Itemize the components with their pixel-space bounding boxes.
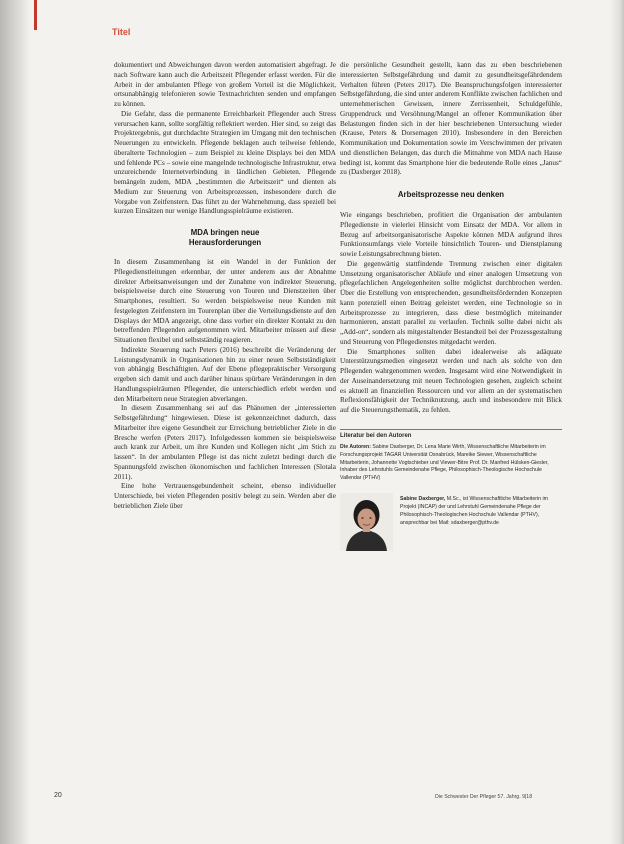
page-edge-shadow: [610, 0, 624, 844]
paragraph: Die Gefahr, dass die permanente Erreichbarkeit Pflegender auch Stress verursachen kann, sollte sorgfältig reflektiert werden. Hier sind, so zeigt das Projektergebnis, gut durchdachte Strategien im Umgang mit den technischen Neuerungen zu entwickeln. Pflegende beklagen auch teilweise fehlende, überalterte Technologien – zum Beispiel zu kleine Displays bei den MDA und fehlende PCs – sowie eine mangelnde technologische Infrastruktur, etwa unzureichende Internetverbindung in ländlichen Gebieten. Pflegende bemängeln zudem, MDA „bestimmten die Arbeitszeit“ und dienten als Medium zur Steuerung von Arbeitsprozessen, insbesondere durch die Vorgabe von Zeitfenstern. Das führt zu der Wahrnehmung, dass speziell bei kurzen Einsätzen nur wenige Handlungsspielräume existieren.: [114, 109, 336, 216]
paragraph: In diesem Zusammenhang ist ein Wandel in der Funktion der Pflegedienstleitungen erkennbar, der unter anderem aus der Abnahme direkter Arbeitsanweisungen und der Zunahme von indirekter Steuerung, beispielsweise durch eine Steuerung von Touren und Dienstzeiten über Smartphones, resultiert. So werden beispielsweise neue Kunden mit festgelegten Zeitfenstern im Tourenplan über die Verteilungsdienste auf den Displays der MDA angezeigt, ohne dass vorher ein direkter Kontakt zu den betreffenden Pflegenden aufgenommen wird. Mitarbeiter müssen auf diese Situationen flexibel und selbstständig reagieren.: [114, 258, 336, 344]
literature-note: Literatur bei den Autoren: [340, 432, 412, 439]
paragraph: Die Smartphones sollten dabei idealerweise als adäquate Unterstützungsmedien eingesetzt werden und nach als solche von den Pflegenden wahrgenommen werden. Insgesamt wird eine Notwendigkeit in der Auseinandersetzung mit neuen Technologien gesehen, zugleich scheint es aktuell an finanziellen Ressourcen und vor allem an der systematischen Reflexionsfähigkeit der Techniknutzung, auch und insbesondere mit Blick auf die Steuerungsthematik, zu fehlen.: [340, 347, 562, 414]
authors-note: [340, 444, 562, 484]
page-spine-shadow: [0, 0, 30, 844]
paragraph: In diesem Zusammenhang sei auf das Phänomen der „interessierten Selbstgefährdung“ hingewiesen. Diese ist gekennzeichnet dadurch, dass Mitarbeiter ihre eigene Gesundheit zur Erreichung betrieblicher Ziele in die Bresche werfen (Peters 2017). Infolgedessen kommen sie beispielsweise auch krank zur Arbeit, um ihre Kunden und Kollegen nicht „im Stich zu lassen“. In der ambulanten Pflege ist das nicht zuletzt bedingt durch die Spannungsfeld zwischen ökonomischen und fachlichen Interessen (Slotala 2011).: [114, 404, 336, 481]
author-photo: [340, 493, 393, 551]
paragraph: dokumentiert und Abweichungen davon werden automatisiert abgefragt. Je nach Software kann auch die Arbeitszeit Pflegender erfasst werden. Für die Arbeit in der ambulanten Pflege von großem Vorteil ist die Möglichkeit, ortsunabhängig telefonieren sowie Textnachrichten senden und empfangen zu können.: [114, 61, 336, 108]
author-name: Sabine Daxberger,: [400, 496, 446, 503]
authors-label: Die Autoren:: [340, 443, 371, 450]
author-bio: [340, 493, 562, 551]
red-ribbon-marker: [34, 0, 37, 30]
page-number: 20: [54, 792, 62, 799]
portrait-image: [340, 493, 393, 551]
section-heading: MDA bringen neue Herausforderungen: [188, 228, 262, 247]
right-column: [340, 61, 562, 551]
paragraph: Wie eingangs beschrieben, profitiert die Organisation der ambulanten Pflegedienste in vielerlei Hinsicht vom Einsatz der MDA. Vor allem in Bezug auf arbeitsorganisatorische Aspekte können MDA aufgrund ihres Funktionsumfangs viele Vorteile hinsichtlich Touren- und Dienstplanung sowie Leistungsabrechnung bieten.: [340, 211, 562, 258]
authors-text: Sabine Daxberger, Dr. Lena Marie Wirth, Wissenschaftliche Mitarbeiterin im Forschungsprojekt TAGAR Universität Osnabrück, Mareike Siewer, Wissenschaftliche Mitarbeiterin, Johannette Vogtschieber und Viewer-Bitre Prof. Dr. Manfred Hülsken-Giesler, Inhaber des Lehrstuhls Gemeindenahe Pflege, Philosophisch-Theologische Hochschule Vallendar (PTHV): [340, 443, 549, 482]
paragraph: Indirekte Steuerung nach Peters (2016) beschreibt die Veränderung der Leistungsdynamik in Organisationen hin zu einer neuen Selbstständigkeit von abhängig Beschäftigten. Auf der Ebene pflegepraktischer Versorgung ergeben sich damit und auch darüber hinaus spürbare Veränderungen in den Handlungsspielräumen Pflegender, die unterschiedlich erlebt werden und den Mitarbeitern neue Strategien abverlangen.: [114, 345, 336, 403]
left-column: [114, 61, 336, 512]
author-description: M.Sc., ist Wissenschaftliche Mitarbeiterin im Projekt (INCAP) der und Lehrstuhl Gemeindenahe Pflege der Philosophisch-Theologischen Hochschule Vallendar (PTHV), ansprechbar bei Mail: sdaxberger@pthv.de: [400, 496, 548, 526]
section-label: Titel: [112, 27, 131, 37]
paragraph: Eine hohe Vertrauensgebundenheit scheint, ebenso individueller Unterschiede, bei vielen Pflegenden positiv belegt zu sein. Werden aber die betrieblichen Ziele über: [114, 482, 336, 510]
publication-footer: Die Schwester Der Pfleger 57. Jahrg. 9|18: [435, 794, 533, 800]
divider: [340, 429, 562, 430]
section-heading: Arbeitsprozesse neu denken: [397, 190, 505, 199]
paragraph: Die gegenwärtig stattfindende Trennung zwischen einer digitalen Umsetzung organisatorischer Abläufe und einer analogen Umsetzung von pflegefachlichen Angelegenheiten sollte möglichst durchbrochen werden. Über die Erstellung von entsprechenden, gesundheitsfördernden Konzepten kann potenziell einen Beitrag geleistet werden, eine Technologie so in Arbeitsprozesse zu integrieren, dass diese bestmöglich miteinander harmonieren, anstatt parallel zu verlaufen. Technik sollte dabei nicht als „Add-on“, sondern als mitgestaltender Bestandteil bei der Prozessgestaltung und Steuerung von Pflegedienstes mitgedacht werden.: [340, 259, 562, 346]
author-bio-text: [400, 496, 562, 528]
paragraph: die persönliche Gesundheit gestellt, kann das zu eben beschriebenen interessierten Selbstgefährdung und damit zu gesundheitsgefährdendem Verhalten führen (Peters 2017). Die Beanspruchungsfolgen interessierter Selbstgefährdung, die sind unter anderem Konflikte zwischen fachlichen und unternehmerischen Gewissen, innere Zerrissenheit, Schuldgefühle, Gruppendruck und Versöhnung/Mangel an offener Kommunikation über Belastungen finden sich in der hier beschriebenen Untersuchung wieder (Krause, Peters & Dorsemagen 2010). Insbesondere in den Bereichen Kommunikation und Dokumentation sowie im Verschwimmen der privaten und dienstlichen Belangen, das durch die Mitnahme von MDA nach Hause bedingt ist, kommt das Smartphone hier die bedeutende Rolle eines „Janus“ zu (Daxberger 2018).: [340, 61, 562, 177]
